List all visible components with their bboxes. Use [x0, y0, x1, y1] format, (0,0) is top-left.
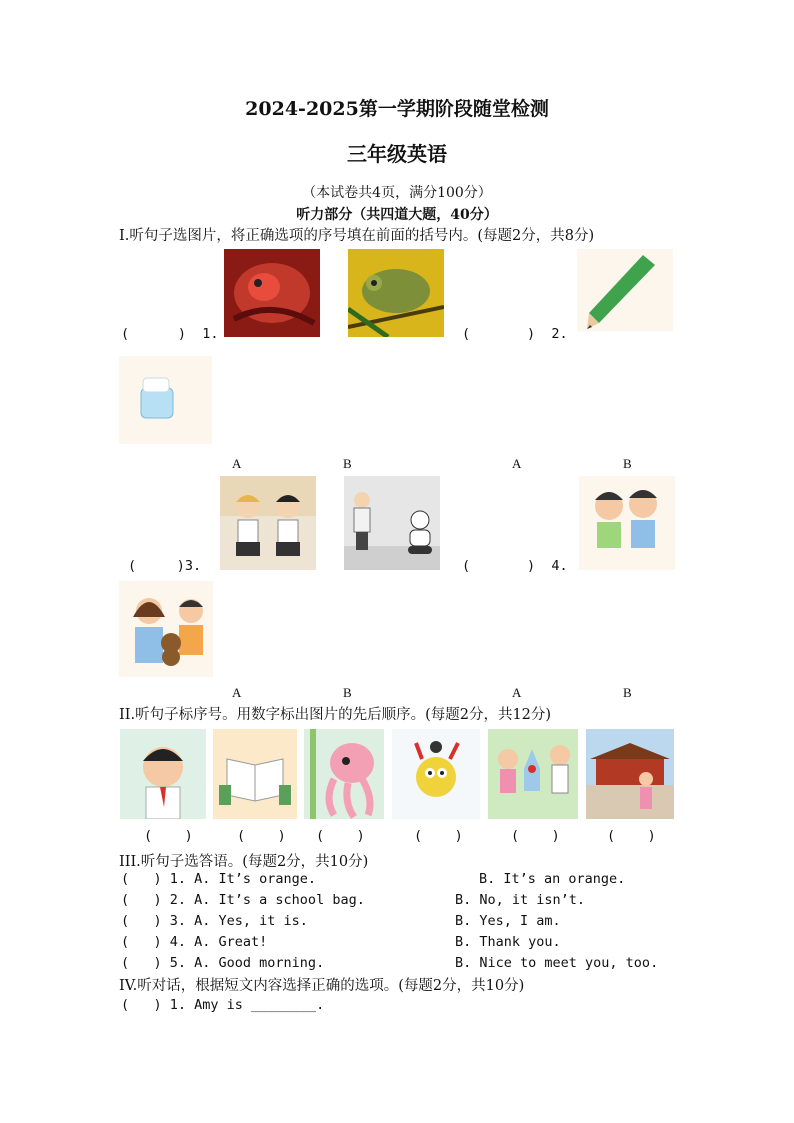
answer-option-b: B. Yes, I am.: [455, 913, 561, 929]
answer-option-a: ( ) 2. A. It’s a school bag.: [121, 892, 365, 908]
chameleon-red-icon: [224, 249, 320, 337]
palace-girl-icon: [586, 729, 674, 819]
label-a: A: [232, 456, 242, 471]
order-blank: ( ): [414, 828, 463, 844]
kids-rocket-icon: [488, 729, 578, 819]
label-a: A: [512, 456, 522, 471]
pencil-icon: [577, 249, 673, 331]
answer-option-b: B. It’s an orange.: [479, 871, 626, 887]
answer-option-b: B. Thank you.: [455, 934, 561, 950]
boy-robot-icon: [344, 476, 440, 570]
order-blank: ( ): [237, 828, 286, 844]
order-blank: ( ): [607, 828, 656, 844]
document-title: 2024-2025第一学期阶段随堂检测: [245, 98, 549, 120]
question-1: ( ) 1.: [121, 326, 219, 342]
monster-icon: [392, 729, 480, 819]
label-b: B: [623, 456, 632, 471]
question-3: ( )3.: [128, 558, 202, 574]
order-blank: ( ): [144, 828, 193, 844]
question-amy: ( ) 1. Amy is ________.: [121, 997, 325, 1013]
answer-option-a: ( ) 1. A. It’s orange.: [121, 871, 317, 887]
boy-pointing-icon: [120, 729, 206, 819]
listening-part-heading: 听力部分（共四道大题，40分）: [296, 207, 498, 223]
question-2: ( ) 2.: [462, 326, 568, 342]
answer-option-a: ( ) 3. A. Yes, it is.: [121, 913, 308, 929]
label-a: A: [232, 685, 242, 700]
order-blank: ( ): [316, 828, 365, 844]
answer-option-a: ( ) 4. A. Great!: [121, 934, 268, 950]
order-blank: ( ): [511, 828, 560, 844]
document-subtitle: 三年级英语: [347, 142, 447, 166]
mom-teddy-icon: [119, 581, 213, 677]
section1-heading: I.听句子选图片，将正确选项的序号填在前面的括号内。(每题2分，共8分): [119, 228, 595, 244]
girls-waving-icon: [220, 476, 316, 570]
boys-talking-icon: [579, 476, 675, 570]
answer-option-b: B. Nice to meet you, too.: [455, 955, 659, 971]
section3-heading: III.听句子选答语。(每题2分，共10分): [119, 854, 369, 870]
label-b: B: [343, 456, 352, 471]
label-b: B: [343, 685, 352, 700]
chameleon-green-icon: [348, 249, 444, 337]
label-b: B: [623, 685, 632, 700]
section4-heading: IV.听对话，根据短文内容选择正确的选项。(每题2分，共10分): [119, 978, 525, 994]
section2-heading: II.听句子标序号。用数字标出图片的先后顺序。(每题2分，共12分): [119, 707, 552, 723]
open-book-icon: [213, 729, 297, 819]
answer-option-b: B. No, it isn’t.: [455, 892, 586, 908]
answer-option-a: ( ) 5. A. Good morning.: [121, 955, 325, 971]
exam-note: （本试卷共4页，满分100分）: [302, 185, 492, 201]
eraser-icon: [119, 356, 212, 444]
octopus-icon: [304, 729, 384, 819]
label-a: A: [512, 685, 522, 700]
question-4: ( ) 4.: [462, 558, 568, 574]
